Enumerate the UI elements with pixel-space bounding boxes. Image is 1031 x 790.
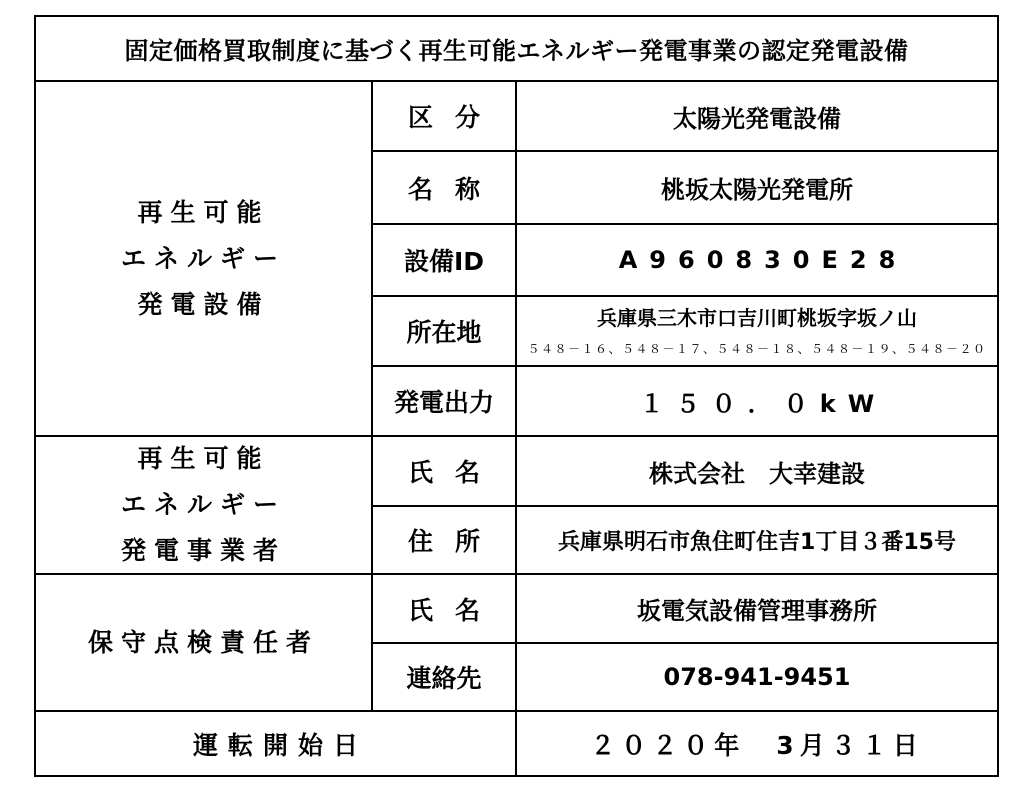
operator-group-line-2: エネルギー bbox=[120, 490, 286, 519]
location-lot-numbers: ５４８－１６、５４８－１７、５４８－１８、５４８－１９、５４８－２０ bbox=[527, 341, 987, 356]
location-address: 兵庫県三木市口吉川町桃坂字坂ノ山 bbox=[597, 305, 917, 330]
operator-group-label bbox=[36, 437, 371, 573]
maintenance-group-label: 保守点検責任者 bbox=[87, 627, 319, 657]
operator-group-line-3: 発電事業者 bbox=[120, 536, 286, 565]
border-right bbox=[997, 15, 999, 777]
maintenance-name-label: 氏名 bbox=[407, 595, 502, 625]
operator-name-value: 株式会社 大幸建設 bbox=[649, 459, 865, 488]
equipment-group-line-3: 発電設備 bbox=[137, 289, 270, 319]
category-label: 区分 bbox=[407, 103, 502, 132]
operator-address-label: 住所 bbox=[407, 527, 502, 556]
output-value: １５０．０kW bbox=[639, 389, 887, 418]
location-label: 所在地 bbox=[406, 318, 482, 347]
category-value: 太陽光発電設備 bbox=[673, 104, 841, 133]
output-label: 発電出力 bbox=[393, 388, 494, 417]
equipment-group-line-1: 再生可能 bbox=[137, 197, 270, 227]
page-title: 固定価格買取制度に基づく再生可能エネルギー発電事業の認定発電設備 bbox=[124, 37, 909, 65]
start-date-label: 運転開始日 bbox=[192, 730, 368, 760]
operator-address-value: 兵庫県明石市魚住町住吉1丁目３番15号 bbox=[558, 529, 956, 555]
maintenance-name-value: 坂電気設備管理事務所 bbox=[637, 597, 877, 625]
maintenance-contact-label: 連絡先 bbox=[406, 664, 482, 693]
operator-name-label: 氏名 bbox=[407, 458, 502, 487]
equipment-group-line-2: エネルギー bbox=[120, 243, 286, 273]
location-value bbox=[517, 297, 997, 365]
start-date-value: ２０２０年 3月３１日 bbox=[590, 730, 924, 760]
name-value: 桃坂太陽光発電所 bbox=[661, 176, 853, 204]
certification-signboard bbox=[34, 15, 999, 777]
equipment-id-label: 設備ID bbox=[403, 247, 485, 276]
equipment-group-label bbox=[36, 82, 371, 435]
operator-group-line-1: 再生可能 bbox=[137, 444, 270, 473]
maintenance-contact-value: 078-941-9451 bbox=[663, 663, 851, 691]
name-label: 名称 bbox=[407, 174, 502, 204]
equipment-id-value: A960830E28 bbox=[618, 246, 908, 274]
